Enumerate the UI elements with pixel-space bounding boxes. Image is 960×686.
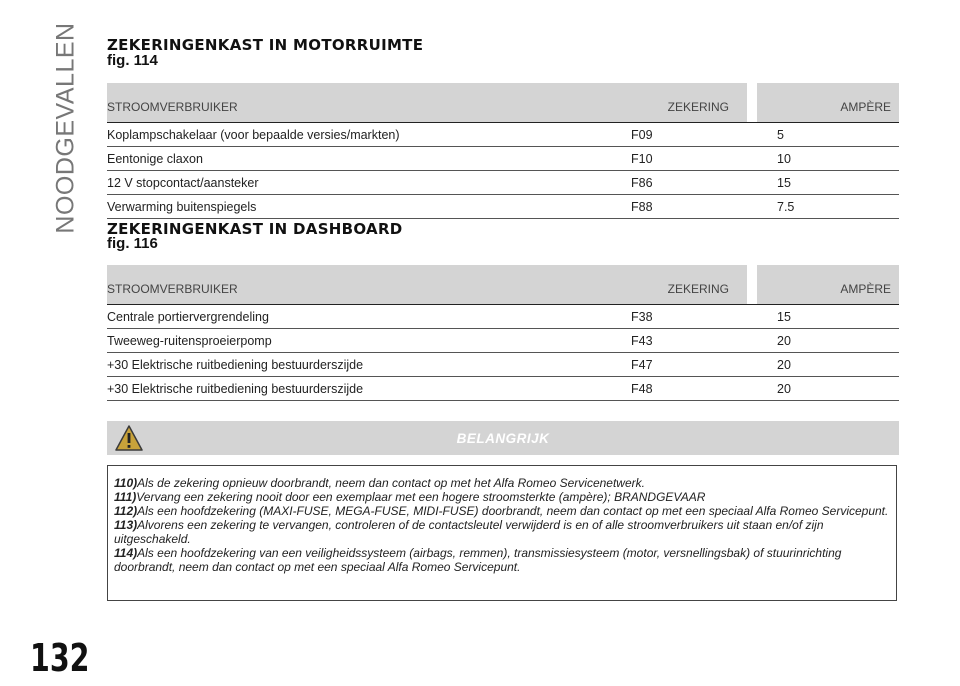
cell-consumer: Tweeweg-ruitensproeierpomp [107,329,611,353]
cell-gap [747,305,757,329]
note-text: Alvorens een zekering te vervangen, controleren of de contactsleutel verwijderd is en of alle stroomverbruikers uit staan en/of zijn uitgeschakeld. [114,518,824,546]
cell-ampere: 15 [757,305,899,329]
note-number: 110) [114,476,138,490]
cell-ampere: 20 [757,329,899,353]
table-header-row [107,83,899,123]
cell-ampere: 10 [757,147,899,171]
cell-consumer: +30 Elektrische ruitbediening bestuurderszijde [107,353,611,377]
cell-gap [747,377,757,401]
cell-consumer: Centrale portiervergrendeling [107,305,611,329]
warning-note [114,504,890,518]
cell-fuse: F38 [611,305,747,329]
table-row [107,147,899,171]
note-number: 111) [114,490,137,504]
cell-ampere: 15 [757,171,899,195]
note-text: Als een hoofdzekering (MAXI-FUSE, MEGA-FUSE, MIDI-FUSE) doorbrandt, neem dan contact op met een speciaal Alfa Romeo Servicepunt. [137,504,889,518]
engine-section-title: ZEKERINGENKAST IN MOTORRUIMTE [107,36,424,54]
header-consumer: STROOMVERBRUIKER [107,83,611,123]
cell-gap [747,171,757,195]
table-row [107,353,899,377]
note-number: 112) [114,504,138,518]
table-row [107,377,899,401]
dashboard-fig-ref: fig. 116 [107,235,158,252]
cell-consumer: Koplampschakelaar (voor bepaalde versies/markten) [107,123,611,147]
table-row [107,305,899,329]
cell-gap [747,353,757,377]
cell-ampere: 20 [757,353,899,377]
header-ampere: AMPÈRE [757,265,899,305]
note-text: Vervang een zekering nooit door een exemplaar met een hogere stroomsterkte (ampère); BRANDGEVAAR [136,490,706,504]
cell-consumer: Eentonige claxon [107,147,611,171]
cell-fuse: F88 [611,195,747,219]
dashboard-section-title: ZEKERINGENKAST IN DASHBOARD [107,220,403,238]
cell-consumer: 12 V stopcontact/aansteker [107,171,611,195]
cell-fuse: F47 [611,353,747,377]
cell-gap [747,123,757,147]
warning-note [114,476,890,490]
dashboard-fuse-table [107,265,899,401]
warning-note [114,518,890,546]
cell-ampere: 5 [757,123,899,147]
table-header-row [107,265,899,305]
header-fuse: ZEKERING [611,83,747,123]
cell-fuse: F09 [611,123,747,147]
note-number: 113) [114,518,138,532]
engine-fig-ref: fig. 114 [107,52,158,69]
header-gap [747,265,757,305]
cell-gap [747,195,757,219]
chapter-side-label-text: NOODGEVALLEN [51,22,80,234]
warning-header [107,421,899,455]
warning-notes [107,465,897,601]
header-gap [747,83,757,123]
cell-consumer: +30 Elektrische ruitbediening bestuurderszijde [107,377,611,401]
table-row [107,123,899,147]
note-text: Als de zekering opnieuw doorbrandt, neem dan contact op met het Alfa Romeo Servicenetwerk. [137,476,645,490]
cell-fuse: F86 [611,171,747,195]
warning-note [114,490,890,504]
cell-ampere: 20 [757,377,899,401]
table-row [107,195,899,219]
warning-note [114,546,890,574]
table-row [107,171,899,195]
cell-fuse: F43 [611,329,747,353]
cell-ampere: 7.5 [757,195,899,219]
chapter-side-label [44,22,88,234]
note-text: Als een hoofdzekering van een veiligheidssysteem (airbags, remmen), transmissiesysteem (motor, versnellingsbak) of stuurinrichting doorbrandt, neem dan contact op met een speciaal Alfa Romeo Servicepunt. [114,546,842,574]
warning-title: BELANGRIJK [456,431,550,446]
engine-fuse-table [107,83,899,219]
header-fuse: ZEKERING [611,265,747,305]
page-number: 132 [30,636,90,680]
cell-gap [747,147,757,171]
cell-consumer: Verwarming buitenspiegels [107,195,611,219]
header-consumer: STROOMVERBRUIKER [107,265,611,305]
table-row [107,329,899,353]
cell-fuse: F10 [611,147,747,171]
cell-fuse: F48 [611,377,747,401]
header-ampere: AMPÈRE [757,83,899,123]
cell-gap [747,329,757,353]
note-number: 114) [114,546,138,560]
